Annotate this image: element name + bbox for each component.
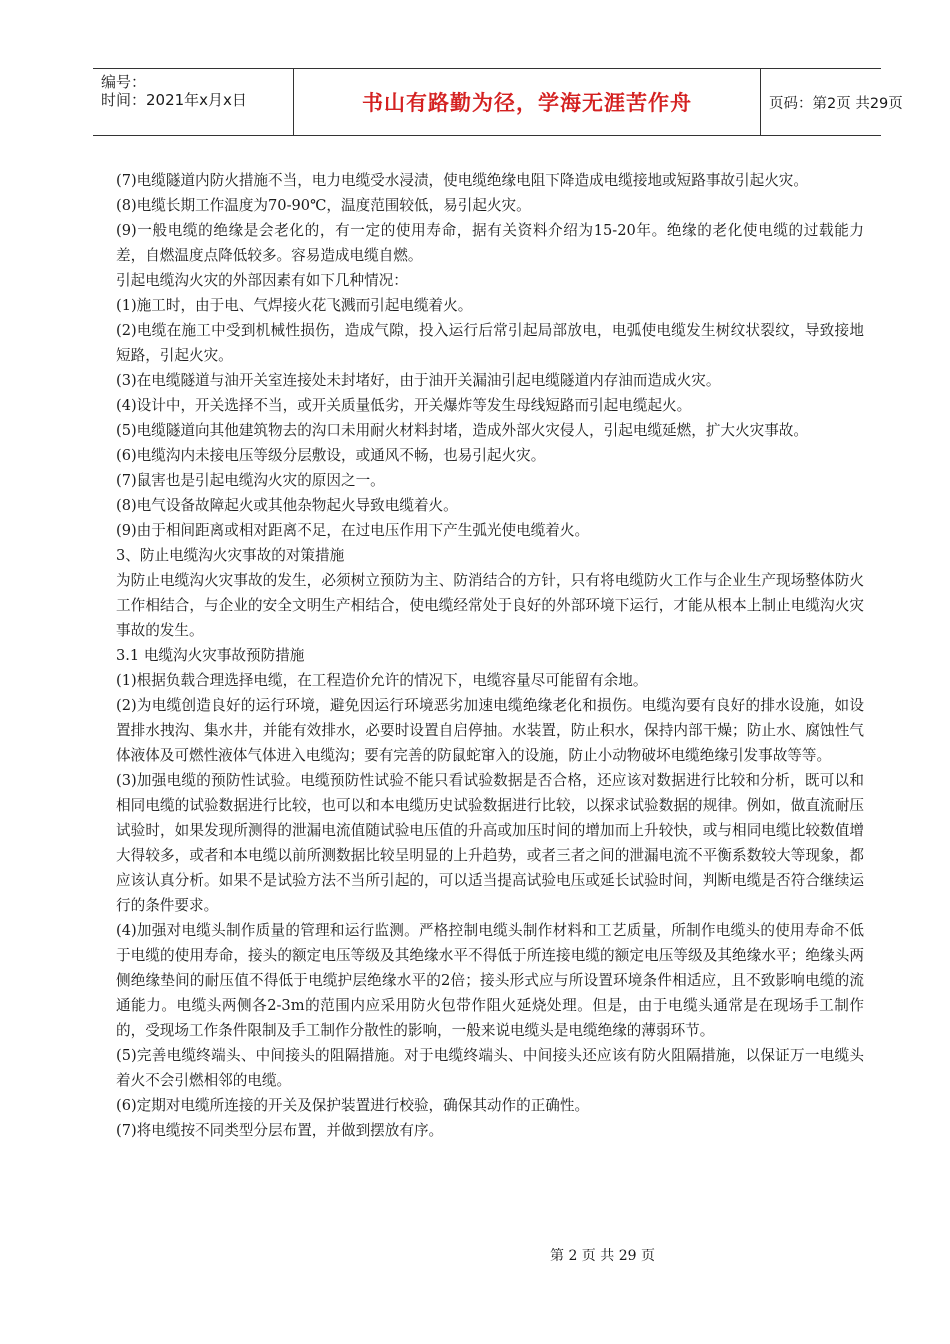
- header-page-number: 页码：第2页 共29页: [769, 95, 903, 112]
- header-motto-cell: [293, 69, 761, 135]
- paragraph: (3)加强电缆的预防性试验。电缆预防性试验不能只看试验数据是否合格，还应该对数据进行比较和分析，既可以和相同电缆的试验数据进行比较，也可以和本电缆历史试验数据进行比较，以探求试验数据的规律。例如，做直流耐压试验时，如果发现所测得的泄漏电流值随试验电压值的升高或加压时间的增加而上升较快，或与相同电缆比较数值增大得较多，或者和本电缆以前所测数据比较呈明显的上升趋势，或者三者之间的泄漏电流不平衡系数较大等现象，都应该认真分析。如果不是试验方法不当所引起的，可以适当提高试验电压或延长试验时间，判断电缆是否符合继续运行的条件要求。: [116, 772, 864, 914]
- header-motto: 书山有路勤为径，学海无涯苦作舟: [362, 91, 692, 115]
- page-header: [93, 68, 903, 136]
- paragraph: (3)在电缆隧道与油开关室连接处未封堵好，由于油开关漏油引起电缆隧道内存油而造成火灾。: [116, 372, 721, 389]
- paragraph: (1)施工时，由于电、气焊接火花飞溅而引起电缆着火。: [116, 297, 473, 314]
- document-number-label: 编号：: [101, 73, 147, 91]
- section-heading: 3、防止电缆沟火灾事故的对策措施: [116, 547, 345, 564]
- paragraph: (1)根据负载合理选择电缆，在工程造价允许的情况下，电缆容量尽可能留有余地。: [116, 672, 648, 689]
- paragraph: (4)加强对电缆头制作质量的管理和运行监测。严格控制电缆头制作材料和工艺质量，所制作电缆头的使用寿命不低于电缆的使用寿命，接头的额定电压等级及其绝缘水平不得低于所连接电缆的额定电压等级及其绝缘水平；绝缘头两侧绝缘垫间的耐压值不得低于电缆护层绝缘水平的2倍；接头形式应与所设置环境条件相适应，且不致影响电缆的流通能力。电缆头两侧各2-3m的范围内应采用防火包带作阻火延烧处理。但是，由于电缆头通常是在现场手工制作的，受现场工作条件限制及手工制作分散性的影响，一般来说电缆头是电缆绝缘的薄弱环节。: [116, 922, 864, 1039]
- header-page-cell: [759, 69, 903, 135]
- paragraph: (2)为电缆创造良好的运行环境，避免因运行环境恶劣加速电缆绝缘老化和损伤。电缆沟要有良好的排水设施，如设置排水拽沟、集水井，并能有效排水，必要时设置自启停抽。水装置，防止积水，保持内部干燥；防止水、腐蚀性气体液体及可燃性液体气体进入电缆沟；要有完善的防鼠蛇窜入的设施，防止小动物破坏电缆绝缘引发事故等等。: [116, 697, 864, 764]
- paragraph: (7)鼠害也是引起电缆沟火灾的原因之一。: [116, 472, 385, 489]
- paragraph: (7)电缆隧道内防火措施不当，电力电缆受水浸渍，使电缆绝缘电阻下降造成电缆接地或短路事故引起火灾。: [116, 172, 808, 189]
- paragraph: 为防止电缆沟火灾事故的发生，必须树立预防为主、防消结合的方针，只有将电缆防火工作与企业生产现场整体防火工作相结合，与企业的安全文明生产相结合，使电缆经常处于良好的外部环境下运行，才能从根本上制止电缆沟火灾事故的发生。: [116, 572, 864, 639]
- subsection-heading: 3.1 电缆沟火灾事故预防措施: [116, 647, 305, 664]
- paragraph: (4)设计中，开关选择不当，或开关质量低劣，开关爆炸等发生母线短路而引起电缆起火。: [116, 397, 692, 414]
- paragraph: (8)电气设备故障起火或其他杂物起火导致电缆着火。: [116, 497, 458, 514]
- paragraph: (9)一般电缆的绝缘是会老化的，有一定的使用寿命，据有关资料介绍为15-20年。绝缘的老化使电缆的过载能力差，自燃温度点降低较多。容易造成电缆自燃。: [116, 222, 864, 264]
- footer-page-number: 第 2 页 共 29 页: [550, 1248, 655, 1264]
- paragraph: (5)完善电缆终端头、中间接头的阻隔措施。对于电缆终端头、中间接头还应该有防火阻隔措施，以保证万一电缆头着火不会引燃相邻的电缆。: [116, 1047, 864, 1089]
- paragraph: (5)电缆隧道向其他建筑物去的沟口未用耐火材料封堵，造成外部火灾侵人，引起电缆延燃，扩大火灾事故。: [116, 422, 808, 439]
- page-footer: [0, 1245, 950, 1265]
- paragraph: (8)电缆长期工作温度为70-90℃，温度范围较低，易引起火灾。: [116, 197, 531, 214]
- paragraph: 引起电缆沟火灾的外部因素有如下几种情况：: [116, 272, 408, 289]
- header-info-cell: [93, 69, 293, 135]
- paragraph: (2)电缆在施工中受到机械性损伤，造成气隙，投入运行后常引起局部放电，电弧使电缆发生树纹状裂纹，导致接地短路，引起火灾。: [116, 322, 864, 364]
- paragraph: (6)电缆沟内未接电压等级分层敷设，或通风不畅，也易引起火灾。: [116, 447, 546, 464]
- paragraph: (9)由于相间距离或相对距离不足，在过电压作用下产生弧光使电缆着火。: [116, 522, 590, 539]
- document-body: [116, 168, 864, 1143]
- paragraph: (6)定期对电缆所连接的开关及保护装置进行校验，确保其动作的正确性。: [116, 1097, 590, 1114]
- paragraph: (7)将电缆按不同类型分层布置，并做到摆放有序。: [116, 1122, 444, 1139]
- document-time-label: 时间：2021年x月x日: [101, 91, 247, 109]
